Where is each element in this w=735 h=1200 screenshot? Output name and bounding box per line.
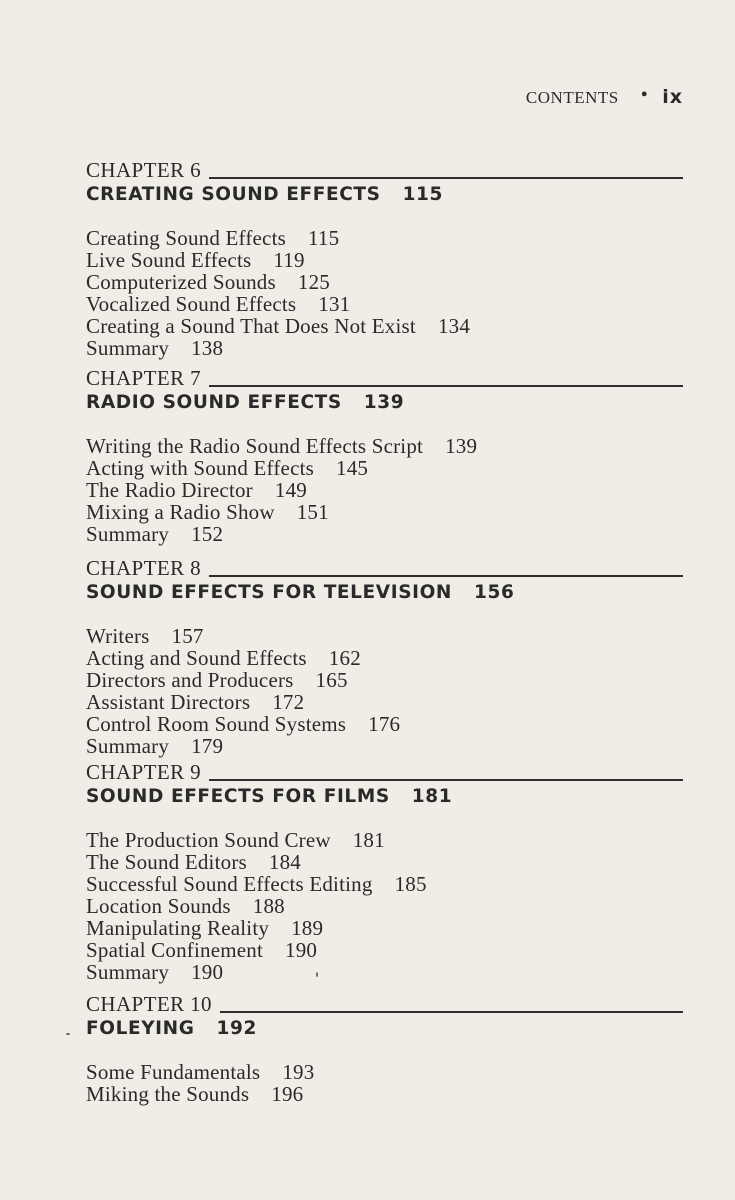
page-number: ix [662,86,683,108]
chapter-title-text: SOUND EFFECTS FOR TELEVISION [86,582,453,603]
entry-page: 134 [437,314,471,338]
toc-entry [86,669,683,691]
toc-entry [86,691,683,713]
entry-title: Computerized Sounds [86,270,276,294]
entry-title: Vocalized Sound Effects [86,292,297,316]
chapter-title [86,1018,683,1040]
entry-page: 149 [274,478,307,502]
chapter-9-section [86,757,683,983]
toc-entry [86,1061,683,1083]
toc-entry [86,315,683,337]
toc-entry [86,829,683,851]
toc-entry [86,1083,683,1105]
chapter-rule [220,1011,683,1013]
ink-speck [316,972,318,977]
chapter-page: 181 [411,786,453,807]
entry-title: Live Sound Effects [86,248,252,272]
toc-entry [86,479,683,501]
toc-entry [86,457,683,479]
entry-page: 193 [282,1060,315,1084]
toc-entry [86,647,683,669]
entry-title: Spatial Confinement [86,938,264,962]
running-head-label: CONTENTS [525,88,619,107]
chapter-title [86,786,683,808]
chapter-10-section [86,989,683,1105]
entry-page: 181 [352,828,385,852]
chapter-title [86,392,683,414]
entry-title: Mixing a Radio Show [86,500,275,524]
entry-title: Summary [86,336,170,360]
entry-title: Writing the Radio Sound Effects Script [86,434,424,458]
entry-title: Summary [86,522,170,546]
chapter-rule [209,779,683,781]
ink-speck [66,1033,70,1035]
entry-title: Control Room Sound Systems [86,712,347,736]
entry-title: Manipulating Reality [86,916,270,940]
section-list [86,1061,683,1105]
chapter-label: CHAPTER 7 [86,366,202,390]
running-head [526,86,683,109]
chapter-title [86,582,683,604]
entry-page: 185 [394,872,427,896]
toc-entry [86,501,683,523]
toc-entry [86,851,683,873]
section-list [86,829,683,983]
entry-title: The Radio Director [86,478,253,502]
entry-page: 190 [285,938,318,962]
entry-page: 176 [368,712,401,736]
toc-entry [86,939,683,961]
toc-entry [86,271,683,293]
entry-title: Acting with Sound Effects [86,456,315,480]
entry-title: Successful Sound Effects Editing [86,872,373,896]
entry-page: 131 [318,292,351,316]
chapter-title-text: CREATING SOUND EFFECTS [86,184,381,205]
entry-page: 145 [336,456,369,480]
entry-title: Assistant Directors [86,690,251,714]
chapter-page: 139 [363,392,405,413]
chapter-rule [209,575,683,577]
toc-entry [86,249,683,271]
toc-entry [86,873,683,895]
entry-page: 151 [296,500,329,524]
entry-title: Directors and Producers [86,668,294,692]
toc-entry [86,917,683,939]
entry-title: Miking the Sounds [86,1082,250,1106]
chapter-page: 156 [474,582,515,603]
entry-page: 196 [271,1082,304,1106]
entry-page: 125 [297,270,330,294]
toc-entry [86,337,683,359]
entry-page: 188 [252,894,285,918]
entry-page: 152 [191,522,224,546]
entry-page: 179 [191,734,224,758]
section-list [86,227,683,359]
entry-title: Summary [86,734,170,758]
chapter-page: 115 [402,184,443,205]
entry-title: The Production Sound Crew [86,828,331,852]
entry-title: Some Fundamentals [86,1060,261,1084]
entry-title: Summary [86,960,170,984]
bullet-icon: • [640,84,649,106]
entry-page: 184 [268,850,301,874]
chapter-title-text: SOUND EFFECTS FOR FILMS [86,786,390,807]
chapter-8-section [86,553,683,757]
entry-page: 138 [191,336,224,360]
entry-title: The Sound Editors [86,850,247,874]
entry-page: 189 [291,916,324,940]
chapter-label: CHAPTER 9 [86,760,202,784]
toc-entry [86,435,683,457]
chapter-7-section [86,363,683,545]
entry-title: Location Sounds [86,894,231,918]
chapter-label: CHAPTER 10 [86,992,212,1016]
entry-page: 190 [191,960,224,984]
entry-title: Creating Sound Effects [86,226,286,250]
entry-title: Creating a Sound That Does Not Exist [86,314,416,338]
chapter-6-section [86,155,683,359]
toc-entry [86,961,683,983]
entry-page: 119 [273,248,305,272]
chapter-rule [209,385,683,387]
entry-page: 172 [272,690,305,714]
toc-entry [86,625,683,647]
entry-title: Acting and Sound Effects [86,646,307,670]
chapter-label: CHAPTER 8 [86,556,202,580]
toc-entry [86,713,683,735]
chapter-title-text: FOLEYING [86,1018,195,1039]
toc-entry [86,735,683,757]
toc-entry [86,293,683,315]
entry-page: 165 [315,668,348,692]
toc-entry [86,523,683,545]
toc-entry [86,227,683,249]
entry-page: 162 [328,646,361,670]
entry-page: 139 [445,434,478,458]
chapter-label: CHAPTER 6 [86,158,202,182]
chapter-title [86,184,683,206]
chapter-rule [209,177,683,179]
section-list [86,625,683,757]
entry-page: 115 [307,226,340,250]
entry-title: Writers [86,624,150,648]
chapter-page: 192 [216,1018,257,1039]
entry-page: 157 [171,624,204,648]
toc-entry [86,895,683,917]
section-list [86,435,683,545]
chapter-title-text: RADIO SOUND EFFECTS [86,392,342,413]
